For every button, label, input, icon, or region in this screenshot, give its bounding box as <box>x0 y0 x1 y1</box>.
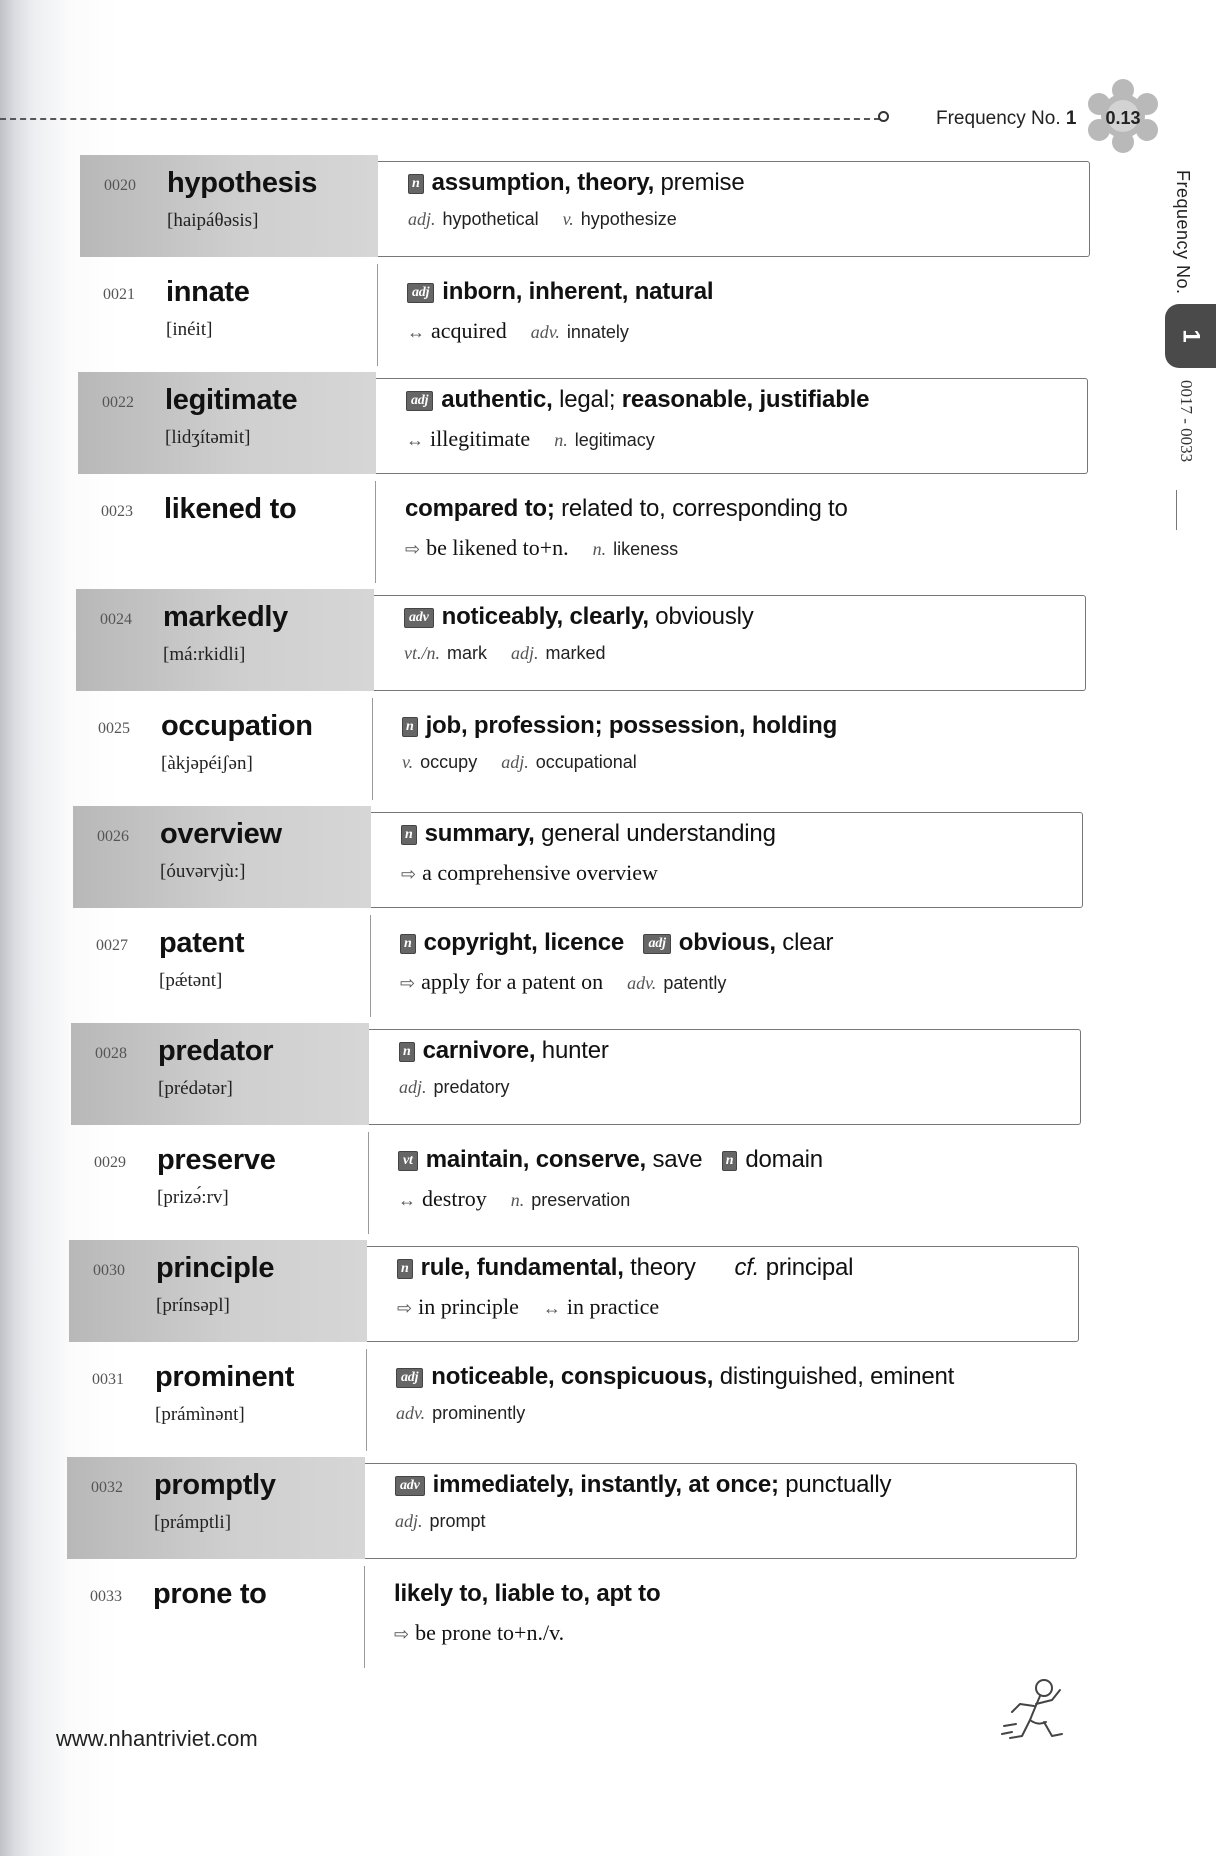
related-form: legitimacy <box>569 430 655 450</box>
definition-segment: rule, fundamental, <box>420 1254 624 1281</box>
relation-arrow-icon: ⇨ <box>401 864 417 884</box>
related-form: adv. <box>396 1402 426 1423</box>
entry-definition <box>395 1471 891 1499</box>
definition-segment: noticeably, clearly, <box>441 603 649 630</box>
side-tab-badge: 1 <box>1165 304 1216 368</box>
entry-related-forms <box>408 209 677 230</box>
definition-segment: premise <box>654 169 745 196</box>
entry-divider <box>368 1132 369 1234</box>
entry-related-forms <box>399 1077 510 1098</box>
part-of-speech-badge: adv <box>404 608 434 628</box>
entry-pronunciation: [prínsəpl] <box>156 1295 230 1316</box>
definition-segment: save <box>646 1145 722 1173</box>
relation-arrow-icon: ↔ <box>407 321 425 342</box>
entry-number: 0032 <box>91 1479 123 1496</box>
related-form: mark <box>442 643 487 663</box>
related-form: illegitimate <box>430 426 531 451</box>
part-of-speech-badge: adj <box>643 934 670 954</box>
entry-number: 0028 <box>95 1045 127 1062</box>
relation-arrow-icon: ↔ <box>542 1298 561 1318</box>
definition-segment: reasonable, justifiable <box>621 386 870 413</box>
definition-segment: general understanding <box>534 820 776 847</box>
related-form: occupy <box>415 751 478 772</box>
entry-related-forms <box>407 318 629 344</box>
entry-pronunciation: [inéit] <box>166 318 213 340</box>
entry-headword: promptly <box>154 1469 276 1501</box>
related-form: acquired <box>431 317 507 343</box>
definition-segment: copyright, licence <box>423 928 625 956</box>
vocab-entry <box>74 698 1084 800</box>
definition-segment: distinguished, eminent <box>713 1362 955 1390</box>
entry-related-forms <box>394 1620 564 1646</box>
entry-pronunciation: [prédətər] <box>158 1078 233 1099</box>
entry-number: 0021 <box>103 285 135 303</box>
entry-pronunciation: [óuvərvjù:] <box>160 861 246 882</box>
entry-number: 0033 <box>90 1587 122 1605</box>
entry-headword: overview <box>160 818 282 850</box>
entry-pronunciation: [má:rkidli] <box>163 644 246 665</box>
entry-divider <box>377 264 378 366</box>
part-of-speech-badge: n <box>399 1042 415 1062</box>
part-of-speech-badge: vt <box>398 1151 418 1171</box>
vocab-entry <box>67 1457 1077 1559</box>
entry-pronunciation: [pǽtənt] <box>159 969 223 991</box>
entry-related-forms <box>396 1403 525 1424</box>
definition-segment: obvious, <box>678 928 776 956</box>
entry-headword: patent <box>159 926 245 959</box>
definition-segment: clear <box>775 928 834 956</box>
related-form: v. <box>562 209 574 229</box>
entry-number: 0023 <box>101 502 133 520</box>
related-form: patently <box>658 972 727 993</box>
entry-definition <box>407 278 713 306</box>
entry-definition <box>408 169 745 197</box>
part-of-speech-badge: n <box>401 825 417 845</box>
entry-number: 0025 <box>98 719 130 737</box>
relation-arrow-icon: ⇨ <box>405 538 421 559</box>
vocab-entry <box>79 264 1089 366</box>
related-form: likeness <box>608 538 679 559</box>
entry-headword: legitimate <box>165 384 298 416</box>
entry-related-forms <box>401 860 658 886</box>
entry-pronunciation: [prámìnənt] <box>155 1403 245 1425</box>
entry-headword: occupation <box>161 709 313 742</box>
side-tab-range: 0017 - 0033 <box>1177 380 1196 463</box>
part-of-speech-badge: adj <box>406 391 433 411</box>
part-of-speech-badge: n <box>400 934 416 954</box>
entry-headword: markedly <box>163 601 288 633</box>
entry-headword: prominent <box>155 1360 295 1393</box>
related-form: preservation <box>526 1189 631 1210</box>
entry-definition <box>401 820 776 848</box>
entry-headword: prone to <box>153 1577 267 1610</box>
definition-segment: related to, corresponding to <box>554 494 848 522</box>
entry-headword: likened to <box>164 492 297 525</box>
related-form: in practice <box>566 1294 660 1319</box>
definition-segment: noticeable, conspicuous, <box>431 1362 714 1390</box>
related-form: hypothetical <box>437 209 539 229</box>
definition-segment: job, profession; possession, holding <box>425 711 838 739</box>
entry-number: 0026 <box>97 828 129 845</box>
definition-segment: legal; <box>552 386 622 413</box>
part-of-speech-badge: n <box>408 174 424 194</box>
entry-pronunciation: [lidʒítəmit] <box>165 427 251 448</box>
entry-headword: preserve <box>157 1143 276 1176</box>
entry-number: 0031 <box>92 1370 124 1388</box>
related-form: a comprehensive overview <box>422 860 658 885</box>
vocab-entry <box>80 155 1090 257</box>
entry-divider <box>366 1349 367 1451</box>
part-of-speech-badge: n <box>722 1151 738 1171</box>
definition-segment: inborn, inherent, natural <box>442 277 714 305</box>
related-form: prompt <box>424 1511 486 1531</box>
entry-related-forms <box>397 1294 659 1320</box>
related-form: adj. <box>511 643 539 663</box>
vocab-entry <box>76 589 1086 691</box>
header-rule-end-dot <box>878 111 889 122</box>
entry-divider <box>375 481 376 583</box>
definition-segment: maintain, conserve, <box>425 1145 647 1173</box>
related-form: prominently <box>427 1402 526 1423</box>
definition-segment: theory <box>623 1254 735 1281</box>
vocab-entry <box>69 1240 1079 1342</box>
vocab-entry <box>72 915 1082 1017</box>
entry-related-forms <box>405 535 678 561</box>
related-form: adj. <box>501 751 529 772</box>
definition-segment: domain <box>745 1145 823 1173</box>
entry-definition <box>398 1146 823 1174</box>
definition-segment: summary, <box>424 820 535 847</box>
entry-related-forms <box>402 752 637 773</box>
vocab-entry <box>77 481 1087 583</box>
vocab-entry <box>78 372 1088 474</box>
entry-number: 0024 <box>100 611 132 628</box>
related-form: n. <box>510 1189 525 1210</box>
footer-url: www.nhantriviet.com <box>56 1726 258 1751</box>
definition-segment: carnivore, <box>422 1037 536 1064</box>
side-tab-title: Frequency No. <box>1173 170 1193 295</box>
vocab-entry <box>66 1566 1076 1668</box>
relation-arrow-icon: ↔ <box>406 430 424 450</box>
entry-divider <box>364 1566 365 1668</box>
related-form: innately <box>561 321 629 342</box>
related-form: adj. <box>408 209 436 229</box>
entry-headword: innate <box>166 275 250 308</box>
entry-divider <box>372 698 373 800</box>
entry-headword: principle <box>156 1252 275 1284</box>
part-of-speech-badge: adv <box>395 1476 425 1496</box>
entry-number: 0030 <box>93 1262 125 1279</box>
related-form: adv. <box>627 972 657 993</box>
related-form: occupational <box>530 751 637 772</box>
running-mascot-icon <box>1000 1676 1072 1758</box>
vocab-entry <box>71 1023 1081 1125</box>
related-form: hypothesize <box>575 209 677 229</box>
entry-divider <box>370 915 371 1017</box>
related-form: adv. <box>530 321 560 342</box>
entry-number: 0022 <box>102 394 134 411</box>
relation-arrow-icon: ⇨ <box>397 1298 413 1318</box>
related-form: adj. <box>399 1077 427 1097</box>
related-form: destroy <box>422 1185 487 1211</box>
vocab-entry <box>70 1132 1080 1234</box>
entry-definition <box>394 1580 660 1608</box>
vocab-entry <box>73 806 1083 908</box>
related-form: v. <box>402 751 414 772</box>
entry-definition <box>396 1363 954 1391</box>
entry-related-forms <box>404 643 606 664</box>
related-form: marked <box>540 643 606 663</box>
related-form: n. <box>554 430 568 450</box>
relation-arrow-icon: ⇨ <box>400 972 416 993</box>
related-form: apply for a patent on <box>421 968 604 994</box>
vocab-entry <box>68 1349 1078 1451</box>
entry-number: 0027 <box>96 936 128 954</box>
part-of-speech-badge: adj <box>407 283 434 303</box>
definition-segment: likely to, liable to, apt to <box>394 1579 661 1607</box>
related-form: be prone to+n./v. <box>415 1619 565 1645</box>
entry-definition <box>405 495 848 523</box>
entry-related-forms <box>398 1186 630 1212</box>
definition-segment <box>624 929 643 956</box>
frequency-label: Frequency No. 1 <box>936 108 1077 129</box>
related-form: be likened to+n. <box>426 534 569 560</box>
definition-segment: principal <box>759 1254 854 1281</box>
entry-definition <box>400 929 833 957</box>
entry-definition <box>406 386 869 414</box>
definition-segment: authentic, <box>441 386 553 413</box>
related-form: in principle <box>418 1294 519 1319</box>
related-form: predatory <box>428 1077 510 1097</box>
entry-pronunciation: [prizə́:rv] <box>157 1186 229 1208</box>
related-form: n. <box>592 538 607 559</box>
side-tab-rule <box>1176 490 1177 530</box>
entry-headword: predator <box>158 1035 274 1067</box>
part-of-speech-badge: adj <box>396 1368 423 1388</box>
relation-arrow-icon: ↔ <box>398 1189 416 1210</box>
entry-related-forms <box>400 969 726 995</box>
definition-segment: obviously <box>648 603 754 630</box>
entry-related-forms <box>395 1511 486 1532</box>
related-form: adj. <box>395 1511 423 1531</box>
definition-segment: punctually <box>778 1471 892 1498</box>
definition-segment: assumption, theory, <box>431 169 655 196</box>
part-of-speech-badge: n <box>397 1259 413 1279</box>
definition-segment: immediately, instantly, at once; <box>432 1471 779 1498</box>
entry-definition <box>397 1254 853 1282</box>
entry-definition <box>402 712 837 740</box>
entry-related-forms <box>406 426 655 452</box>
page-code: 0.13 <box>1105 108 1141 128</box>
entry-headword: hypothesis <box>167 167 318 199</box>
part-of-speech-badge: n <box>402 717 418 737</box>
entry-pronunciation: [àkjəpéiʃən] <box>161 752 253 774</box>
entry-pronunciation: [prámptli] <box>154 1512 232 1533</box>
entry-definition <box>404 603 754 631</box>
entry-definition <box>399 1037 609 1065</box>
definition-segment: cf. <box>734 1254 760 1281</box>
relation-arrow-icon: ⇨ <box>394 1623 410 1644</box>
header-dashed-rule <box>0 118 880 120</box>
related-form: vt./n. <box>404 643 440 663</box>
definition-segment: compared to; <box>405 494 555 522</box>
entry-number: 0020 <box>104 177 136 194</box>
entry-pronunciation: [haipáθəsis] <box>167 210 259 231</box>
entry-number: 0029 <box>94 1153 126 1171</box>
definition-segment: hunter <box>535 1037 609 1064</box>
